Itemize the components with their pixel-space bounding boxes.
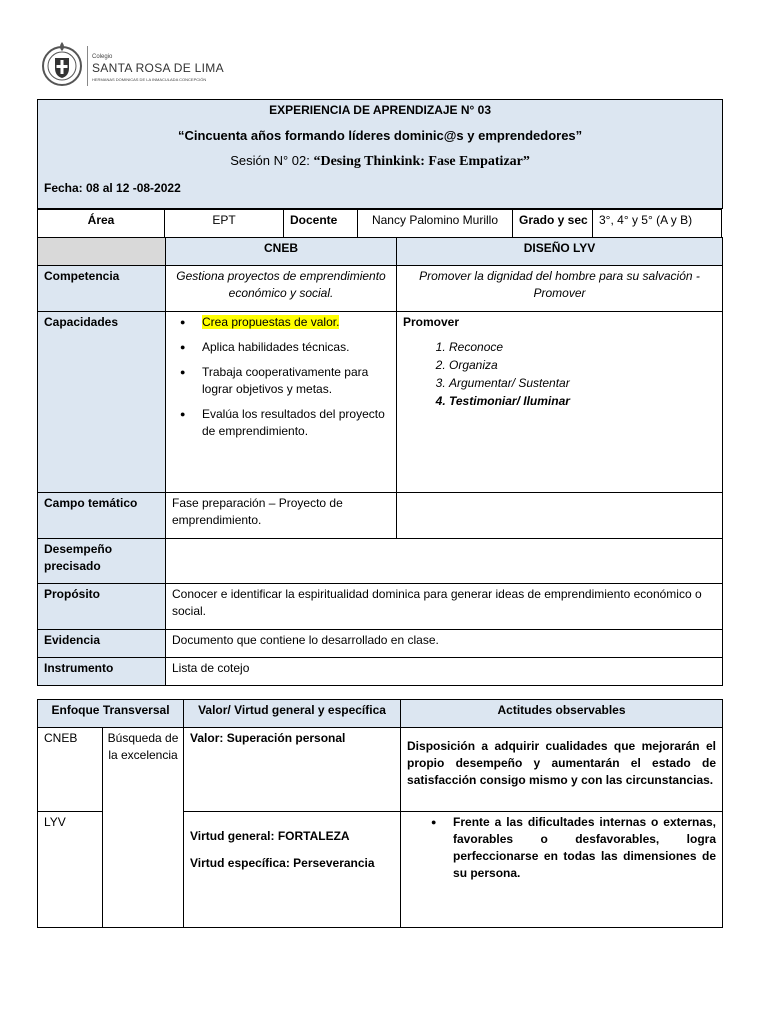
docente-value-text: Nancy Palomino Murillo bbox=[371, 213, 499, 227]
instrumento-value: Lista de cotejo bbox=[166, 658, 723, 686]
lyv-label: LYV bbox=[38, 812, 103, 928]
valor-value: Valor: Superación personal bbox=[184, 728, 401, 812]
logo-small-text: Colegio bbox=[92, 54, 113, 60]
docente-label-text: Docente bbox=[290, 213, 338, 227]
area-label-text: Área bbox=[87, 213, 115, 227]
campo-value: Fase preparación – Proyecto de emprendimiento. bbox=[166, 493, 397, 539]
enfoque-header: Enfoque Transversal bbox=[38, 700, 184, 728]
campo-empty bbox=[397, 493, 723, 539]
area-label-cell bbox=[37, 209, 165, 238]
grado-label-cell bbox=[512, 209, 593, 238]
session-line bbox=[38, 152, 722, 170]
evidencia-label: Evidencia bbox=[38, 630, 166, 658]
virtud-especifica: Virtud específica: Perseverancia bbox=[190, 856, 375, 870]
cneb-header: CNEB bbox=[166, 238, 397, 266]
actitudes-header: Actitudes observables bbox=[401, 700, 723, 728]
campo-label: Campo temático bbox=[38, 493, 166, 539]
docente-label-cell bbox=[283, 209, 358, 238]
docente-value-cell bbox=[357, 209, 513, 238]
list-item: 1. Reconoce bbox=[449, 339, 716, 356]
competencia-cneb: Gestiona proyectos de emprendimiento económico y social. bbox=[166, 266, 397, 312]
logo-name: SANTA ROSA DE LIMA bbox=[92, 61, 224, 75]
list-item bbox=[407, 814, 716, 882]
logo-divider bbox=[87, 46, 88, 86]
area-value-text: EPT bbox=[212, 213, 236, 227]
capacidad-1: Crea propuestas de valor. bbox=[202, 315, 340, 329]
grado-label-text: Grado y sec bbox=[519, 213, 588, 227]
instrumento-label: Instrumento bbox=[38, 658, 166, 686]
session-name: “Desing Thinkink: Fase Empatizar” bbox=[313, 154, 530, 169]
enfoque-name: Búsqueda de la excelencia bbox=[103, 728, 184, 928]
proposito-label: Propósito bbox=[38, 584, 166, 630]
enfoque-table bbox=[37, 699, 723, 928]
empty-gray-cell bbox=[38, 238, 166, 266]
actitud-lyv: Frente a las dificultades internas o externas, favorables o desfavorables, logra perfeccionarse en todas las dimensiones de su persona. bbox=[453, 815, 717, 880]
capacidad-3: Trabaja cooperativamente para lograr objetivos y metas. bbox=[202, 365, 369, 396]
cneb-label: CNEB bbox=[38, 728, 103, 812]
desempeno-value bbox=[166, 539, 723, 584]
grado-value-text: 3°, 4° y 5° (A y B) bbox=[599, 213, 693, 227]
grado-value-cell bbox=[592, 209, 722, 238]
lyv-header: DISEÑO LYV bbox=[397, 238, 723, 266]
competencia-label: Competencia bbox=[38, 266, 166, 312]
capacidades-list bbox=[172, 314, 390, 440]
actitud-lyv-cell bbox=[401, 812, 723, 928]
area-value-cell bbox=[164, 209, 284, 238]
list-item: 3. Argumentar/ Sustentar bbox=[449, 375, 716, 392]
list-item bbox=[172, 406, 390, 440]
actitud-cneb: Disposición a adquirir cualidades que mejorarán el propio desempeño y aumentarán el estado de satisfacción consigo mismo y con las circunstancias. bbox=[401, 728, 723, 812]
list-item bbox=[172, 339, 390, 356]
session-body-table bbox=[37, 237, 723, 686]
session-title: EXPERIENCIA DE APRENDIZAJE N° 03 bbox=[269, 103, 492, 117]
proposito-value: Conocer e identificar la espiritualidad dominica para generar ideas de emprendimiento económico o social. bbox=[166, 584, 723, 630]
logo-motto: HERMANAS DOMINICAS DE LA INMACULADA CONCEPCIÓN bbox=[92, 77, 207, 82]
virtud-cell bbox=[184, 812, 401, 928]
session-header bbox=[38, 100, 723, 209]
session-subtitle: “Cincuenta años formando líderes dominic@s y emprendedores” bbox=[177, 128, 583, 143]
desempeno-label: Desempeño precisado bbox=[38, 539, 166, 584]
shield-icon bbox=[40, 40, 84, 88]
session-date: Fecha: 08 al 12 -08-2022 bbox=[44, 181, 181, 195]
list-item: 4. Testimoniar/ Iluminar bbox=[449, 393, 716, 410]
valor-header: Valor/ Virtud general y específica bbox=[184, 700, 401, 728]
session-table bbox=[37, 99, 723, 209]
list-item bbox=[172, 364, 390, 398]
capacidad-2: Aplica habilidades técnicas. bbox=[202, 340, 350, 354]
info-row bbox=[37, 209, 722, 238]
capacidades-cneb bbox=[166, 312, 397, 493]
capacidades-label: Capacidades bbox=[38, 312, 166, 493]
capacidad-4: Evalúa los resultados del proyecto de emprendimiento. bbox=[202, 407, 385, 438]
competencia-lyv: Promover la dignidad del hombre para su salvación - Promover bbox=[397, 266, 723, 312]
virtud-general: Virtud general: FORTALEZA bbox=[190, 829, 350, 843]
promover-title: Promover bbox=[403, 315, 460, 329]
list-item: 2. Organiza bbox=[449, 357, 716, 374]
promover-list bbox=[403, 339, 716, 410]
school-logo bbox=[40, 40, 224, 90]
actitud-lyv-list bbox=[407, 814, 716, 882]
evidencia-value: Documento que contiene lo desarrollado en clase. bbox=[166, 630, 723, 658]
list-item bbox=[172, 314, 390, 331]
session-prefix: Sesión N° 02: bbox=[230, 153, 310, 168]
capacidades-lyv bbox=[397, 312, 723, 493]
